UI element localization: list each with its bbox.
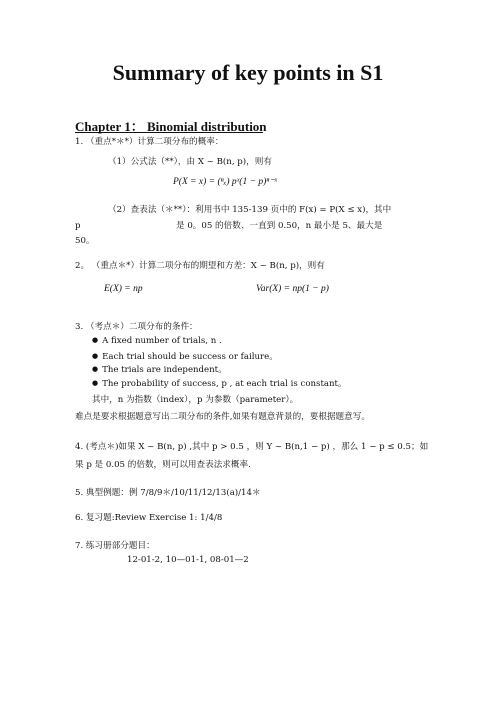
workbook-items: 12-01-2, 10—01-1, 08-01—2 xyxy=(127,555,249,565)
condition-bullet-1: ● A fixed number of trials, n . xyxy=(92,336,222,346)
document-title: Summary of key points in S1 xyxy=(112,60,384,85)
section-4-line-1: 4. (考点＊)如果 X ~ B(n, p) ,其中 p > 0.5 ，则 Y ~ B(n,1 − p) ，那么 1 − p ≤ 0.5；如 xyxy=(75,442,429,452)
table-method-line-1: （2）查表法（＊**）：利用书中 135-139 页中的 F(x) = P(X ≤ x)，其中 xyxy=(108,205,392,215)
section-1-heading: 1. （重点*＊*）计算二项分布的概率： xyxy=(75,137,224,147)
section-7-heading: 7. 练习册部分题目： xyxy=(75,541,155,551)
difficulty-note: 难点是要求根据题意写出二项分布的条件,如果有题意背景的，要根据题意写。 xyxy=(75,412,370,422)
chapter-heading: Chapter 1： Binomial distribution xyxy=(75,119,267,134)
section-3-heading: 3. （考点＊）二项分布的条件： xyxy=(75,322,198,332)
section-2-heading: 2。 （重点＊*）计算二项分布的期望和方差：X ~ B(n, p)，则有 xyxy=(75,261,325,271)
binomial-pmf-formula: P(X = x) = (ⁿₓ) pˣ(1 − p)ⁿ⁻ˣ xyxy=(173,177,277,187)
condition-bullet-2: ● Each trial should be success or failure。 xyxy=(92,350,278,362)
section-5-examples: 5. 典型例题：例 7/8/9＊/10/11/12/13(a)/14＊ xyxy=(75,488,261,498)
formula-method-intro: （1）公式法（**），由 X ~ B(n, p)，则有 xyxy=(108,157,272,167)
index-parameter-note: 其中，n 为指数（index），p 为参数（parameter）。 xyxy=(92,395,299,405)
variance-formula: Var(X) = np(1 − p) xyxy=(256,284,329,294)
section-6-review: 6. 复习题:Review Exercise 1: 1/4/8 xyxy=(75,513,223,523)
chapter-underline xyxy=(75,132,263,133)
table-method-line-2: 是 0。05 的倍数、一直到 0.50，n 最小是 5、最大是 xyxy=(176,221,383,231)
section-4-line-2: 果 p 是 0.05 的倍数，则可以用查表法求概率. xyxy=(75,460,251,470)
condition-bullet-4: ● The probability of success, p , at each trial is constant。 xyxy=(92,377,347,389)
table-method-p: p xyxy=(75,221,81,231)
table-method-line-3: 50。 xyxy=(75,236,95,246)
condition-bullet-3: ● The trials are independent。 xyxy=(92,363,227,375)
expectation-formula: E(X) = np xyxy=(104,284,143,294)
